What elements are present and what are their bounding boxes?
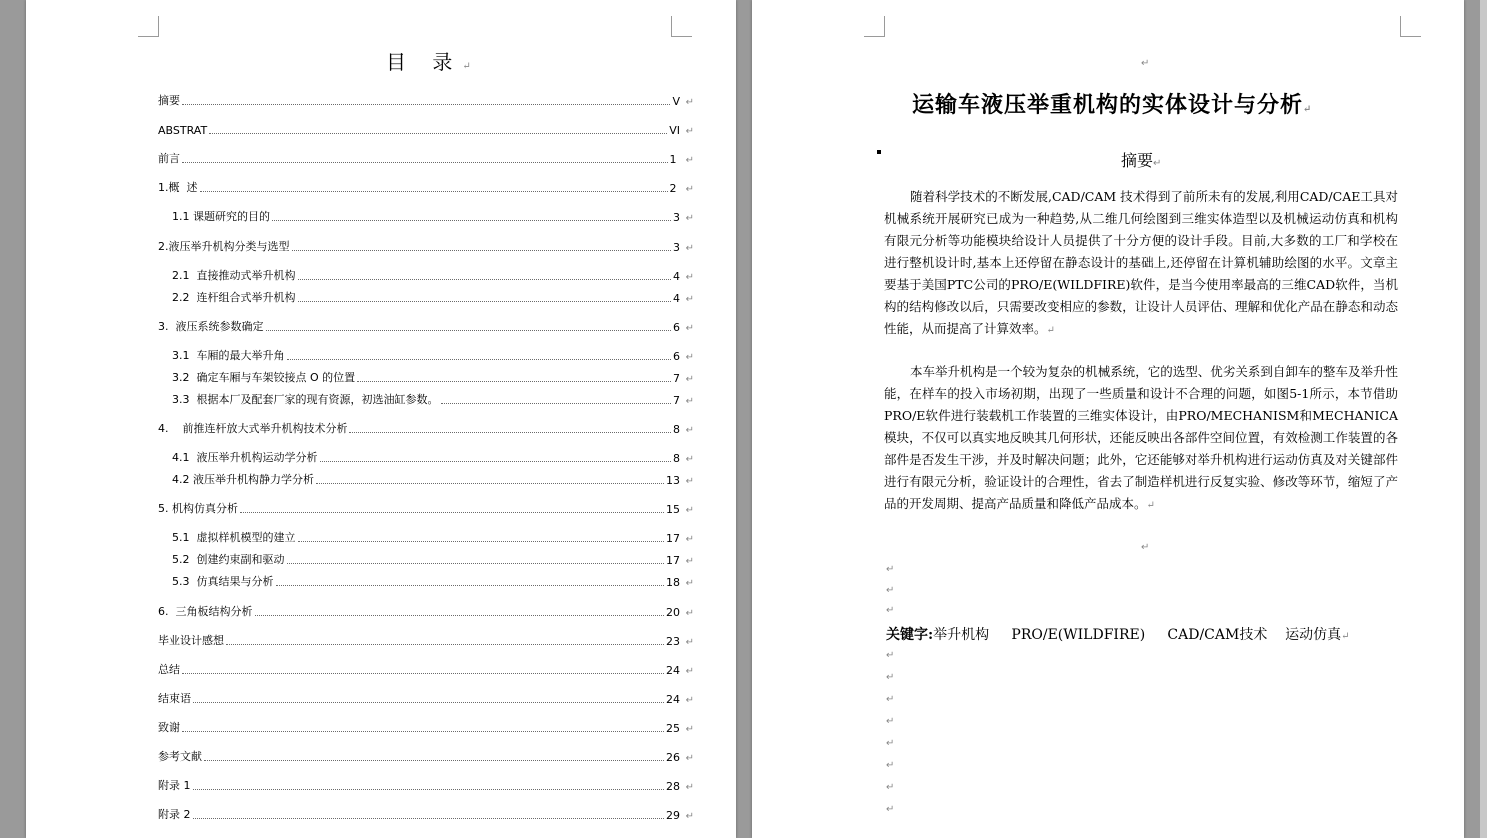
- toc-entry-label: 2.液压举升机构分类与选型: [158, 240, 290, 253]
- toc-leader-dots: [255, 615, 665, 616]
- toc-entry-label: ABSTRAT: [158, 124, 208, 137]
- toc-entry-label: 2.2 连杆组合式举升机构: [172, 291, 296, 304]
- paragraph-mark: ↵: [1141, 542, 1150, 553]
- toc-entry-page: 3: [673, 211, 680, 224]
- toc-entry[interactable]: [158, 632, 694, 648]
- page-right[interactable]: [752, 0, 1464, 838]
- toc-leader-dots: [182, 162, 668, 163]
- toc-entry[interactable]: [172, 347, 694, 363]
- toc-entry-page: 26: [666, 751, 680, 764]
- toc-entry-label: 摘要: [158, 94, 180, 107]
- toc-leader-dots: [182, 731, 664, 732]
- paragraph-mark: ↵: [886, 672, 895, 683]
- toc-leader-dots: [298, 301, 672, 302]
- paragraph-mark: ↵: [685, 666, 694, 677]
- toc-leader-dots: [193, 789, 665, 790]
- paragraph-mark: ↵: [886, 782, 895, 793]
- toc-entry-label: 5.1 虚拟样机模型的建立: [172, 531, 296, 544]
- toc-entry-page: 20: [666, 606, 680, 619]
- margin-corner-top-left: [864, 16, 885, 37]
- toc-title: 目 录↵: [386, 50, 471, 74]
- toc-leader-dots: [357, 381, 671, 382]
- toc-entry-page: V: [672, 95, 680, 108]
- toc-entry-page: 28: [666, 780, 680, 793]
- toc-entry[interactable]: [158, 719, 694, 735]
- paragraph-mark: ↵: [685, 724, 694, 735]
- toc-entry-label: 1.1 课题研究的目的: [172, 210, 270, 223]
- document-title: 运输车液压举重机构的实体设计与分析↵: [912, 92, 1313, 118]
- toc-entry-page: 24: [666, 693, 680, 706]
- toc-entry[interactable]: [172, 289, 694, 305]
- toc-entry-label: 附录 2: [158, 808, 191, 821]
- paragraph-mark: ↵: [886, 564, 895, 575]
- toc-entry-label: 毕业设计感想: [158, 634, 224, 647]
- paragraph-mark: ↵: [685, 155, 694, 166]
- toc-leader-dots: [441, 403, 672, 404]
- margin-corner-top-right: [671, 16, 692, 37]
- toc-entry-page: 18: [666, 576, 680, 589]
- toc-entry-label: 5.2 创建约束副和驱动: [172, 553, 285, 566]
- toc-entry[interactable]: [158, 121, 694, 137]
- toc-entry-label: 5. 机构仿真分析: [158, 502, 238, 515]
- toc-entry-label: 5.3 仿真结果与分析: [172, 575, 274, 588]
- toc-entry[interactable]: [158, 661, 694, 677]
- page-left[interactable]: [26, 0, 736, 838]
- toc-entry[interactable]: [158, 420, 694, 436]
- toc-leader-dots: [182, 673, 664, 674]
- toc-entry-label: 总结: [158, 663, 180, 676]
- toc-leader-dots: [287, 359, 672, 360]
- toc-entry-label: 4.2 液压举升机构静力学分析: [172, 473, 314, 486]
- paragraph-mark: ↵: [685, 396, 694, 407]
- toc-entry[interactable]: [158, 150, 694, 166]
- margin-corner-top-left: [138, 16, 159, 37]
- paragraph-mark: ↵: [685, 505, 694, 516]
- paragraph-mark: ↵: [685, 608, 694, 619]
- toc-entry-page: 25: [666, 722, 680, 735]
- toc-leader-dots: [240, 512, 664, 513]
- toc-entry-label: 4.1 液压举升机构运动学分析: [172, 451, 318, 464]
- toc-entry-page: 7: [673, 394, 680, 407]
- toc-entry-page: 6: [673, 321, 680, 334]
- toc-leader-dots: [276, 585, 665, 586]
- toc-leader-dots: [298, 279, 672, 280]
- toc-leader-dots: [209, 133, 667, 134]
- toc-entry-page: 3: [673, 241, 680, 254]
- toc-leader-dots: [349, 432, 671, 433]
- paragraph-mark: ↵: [685, 425, 694, 436]
- paragraph-mark: ↵: [886, 650, 895, 661]
- toc-leader-dots: [193, 702, 664, 703]
- toc-leader-dots: [226, 644, 664, 645]
- toc-entry-page: 23: [666, 635, 680, 648]
- toc-entry-label: 1.概 述: [158, 181, 198, 194]
- toc-entry[interactable]: [172, 529, 694, 545]
- toc-entry[interactable]: [158, 690, 694, 706]
- toc-entry-page: 4: [673, 292, 680, 305]
- paragraph-mark: ↵: [685, 811, 694, 822]
- toc-entry[interactable]: [158, 777, 694, 793]
- keywords-label: 关键字:: [886, 627, 934, 643]
- toc-entry[interactable]: [158, 806, 694, 822]
- toc-leader-dots: [316, 483, 664, 484]
- toc-entry-page: 13: [666, 474, 680, 487]
- toc-entry[interactable]: [158, 92, 694, 108]
- toc-entry-label: 3.1 车厢的最大举升角: [172, 349, 285, 362]
- toc-leader-dots: [193, 818, 665, 819]
- toc-entry-page: 4: [673, 270, 680, 283]
- paragraph-mark: ↵: [685, 294, 694, 305]
- toc-entry[interactable]: [172, 267, 694, 283]
- paragraph-mark: ↵: [886, 585, 895, 596]
- toc-entry-label: 结束语: [158, 692, 191, 705]
- paragraph-mark: ↵: [685, 213, 694, 224]
- toc-entry[interactable]: [172, 551, 694, 567]
- paragraph-mark: ↵: [685, 695, 694, 706]
- paragraph-mark: ↵: [685, 243, 694, 254]
- toc-entry-label: 6. 三角板结构分析: [158, 605, 253, 618]
- toc-entry-label: 4. 前推连杆放大式举升机构技术分析: [158, 422, 348, 435]
- paragraph-mark: ↵: [685, 184, 694, 195]
- abstract-paragraph-2[interactable]: 本车举升机构是一个较为复杂的机械系统，它的选型、优劣关系到自卸车的整车及举升性能，在样车的投入市场初期，出现了一些质量和设计不合理的问题，如图5-1所示，本节借助PRO/E软件进行装载机工作装置的三维实体设计，由PRO/MECHANISM和MECHANICA模块，不仅可以真实地反映其几何形状，还能反映出各部件空间位置，有效检测工作装置的各部件是否发生干涉，并及时解决问题；此外，它还能够对举升机构进行运动仿真及对关键部件进行有限元分析，验证设计的合理性，省去了制造样机进行反复实验、修改等环节，缩短了产品的开发周期、提高产品质量和降低产品成本。↵: [884, 364, 1398, 511]
- toc-entry-page: 6: [673, 350, 680, 363]
- toc-entry-label: 3.2 确定车厢与车架铰接点 O 的位置: [172, 371, 356, 384]
- paragraph-mark: ↵: [685, 782, 694, 793]
- toc-leader-dots: [292, 250, 672, 251]
- toc-entry-page: 7: [673, 372, 680, 385]
- toc-entry-page: 29: [666, 809, 680, 822]
- keywords-line[interactable]: 关键字:举升机构 PRO/E(WILDFIRE) CAD/CAM技术 运动仿真↵: [886, 627, 1350, 643]
- toc-entry-page: VI: [669, 124, 680, 137]
- toc-leader-dots: [200, 191, 668, 192]
- toc-entry[interactable]: [172, 449, 694, 465]
- paragraph-mark: ↵: [886, 760, 895, 771]
- toc-leader-dots: [298, 541, 665, 542]
- margin-corner-top-right: [1400, 16, 1421, 37]
- toc-leader-dots: [266, 330, 672, 331]
- toc-leader-dots: [287, 563, 665, 564]
- toc-entry-label: 3.3 根据本厂及配套厂家的现有资源，初选油缸参数。: [172, 393, 439, 406]
- paragraph-mark: ↵: [685, 578, 694, 589]
- paragraph-mark: ↵: [685, 637, 694, 648]
- toc-entry[interactable]: [172, 369, 694, 385]
- paragraph-mark: ↵: [685, 323, 694, 334]
- toc-entry-label: 参考文献: [158, 750, 202, 763]
- paragraph-mark: ↵: [685, 352, 694, 363]
- paragraph-mark: ↵: [685, 753, 694, 764]
- abstract-heading: 摘要↵: [1121, 151, 1162, 170]
- toc-entry-label: 前言: [158, 152, 180, 165]
- toc-leader-dots: [182, 104, 670, 105]
- toc-entry-page: 8: [673, 423, 680, 436]
- toc-leader-dots: [204, 760, 664, 761]
- toc-entry-label: 附录 1: [158, 779, 191, 792]
- paragraph-mark: ↵: [685, 454, 694, 465]
- toc-leader-dots: [320, 461, 672, 462]
- vertical-scrollbar[interactable]: [1480, 0, 1487, 838]
- toc-entry[interactable]: [172, 391, 694, 407]
- toc-entry-page: 17: [666, 532, 680, 545]
- toc-entry[interactable]: [158, 748, 694, 764]
- paragraph-mark: ↵: [685, 476, 694, 487]
- toc-entry-label: 3. 液压系统参数确定: [158, 320, 264, 333]
- paragraph-mark: ↵: [886, 694, 895, 705]
- toc-entry-label: 2.1 直接推动式举升机构: [172, 269, 296, 282]
- toc-entry-page: 2: [669, 182, 680, 195]
- toc-entry[interactable]: [172, 208, 694, 224]
- toc-entry[interactable]: [172, 573, 694, 589]
- paragraph-mark: ↵: [685, 97, 694, 108]
- toc-entry-page: 8: [673, 452, 680, 465]
- toc-leader-dots: [272, 220, 671, 221]
- toc-entry-page: 15: [666, 503, 680, 516]
- keywords-text: 举升机构 PRO/E(WILDFIRE) CAD/CAM技术 运动仿真: [933, 627, 1342, 643]
- paragraph-mark: ↵: [1141, 58, 1150, 69]
- paragraph-mark: ↵: [886, 738, 895, 749]
- toc-entry-page: 1: [669, 153, 680, 166]
- paragraph-mark: ↵: [685, 374, 694, 385]
- abstract-paragraph-1[interactable]: 随着科学技术的不断发展,CAD/CAM 技术得到了前所未有的发展,利用CAD/CAE工具对机械系统开展研究已成为一种趋势,从二维几何绘图到三维实体造型以及机械运动仿真和机构有限元分析等功能模块给设计人员提供了十分方便的设计手段。目前,大多数的工厂和学校在进行整机设计时,基本上还停留在静态设计的基础上,还停留在计算机辅助绘图的水平。文章主要基于美国PTC公司的PRO/E(WILDFIRE)软件，是当今使用率最高的三维CAD软件，当机构的结构修改以后，只需要改变相应的参数，让设计人员评估、理解和优化产品在静态和动态性能，从而提高了计算效率。↵: [884, 189, 1398, 336]
- toc-entry[interactable]: [172, 471, 694, 487]
- paragraph-mark: ↵: [685, 272, 694, 283]
- toc-entry[interactable]: [158, 238, 694, 254]
- paragraph-mark: ↵: [886, 605, 895, 616]
- paragraph-mark: ↵: [886, 804, 895, 815]
- paragraph-bullet: [877, 150, 881, 154]
- toc-entry-page: 24: [666, 664, 680, 677]
- paragraph-mark: ↵: [685, 126, 694, 137]
- toc-entry-label: 致谢: [158, 721, 180, 734]
- paragraph-mark: ↵: [685, 534, 694, 545]
- toc-entry[interactable]: [158, 500, 694, 516]
- toc-entry[interactable]: [158, 318, 694, 334]
- paragraph-mark: ↵: [886, 716, 895, 727]
- toc-entry-page: 17: [666, 554, 680, 567]
- paragraph-mark: ↵: [685, 556, 694, 567]
- toc-entry[interactable]: [158, 179, 694, 195]
- toc-entry[interactable]: [158, 603, 694, 619]
